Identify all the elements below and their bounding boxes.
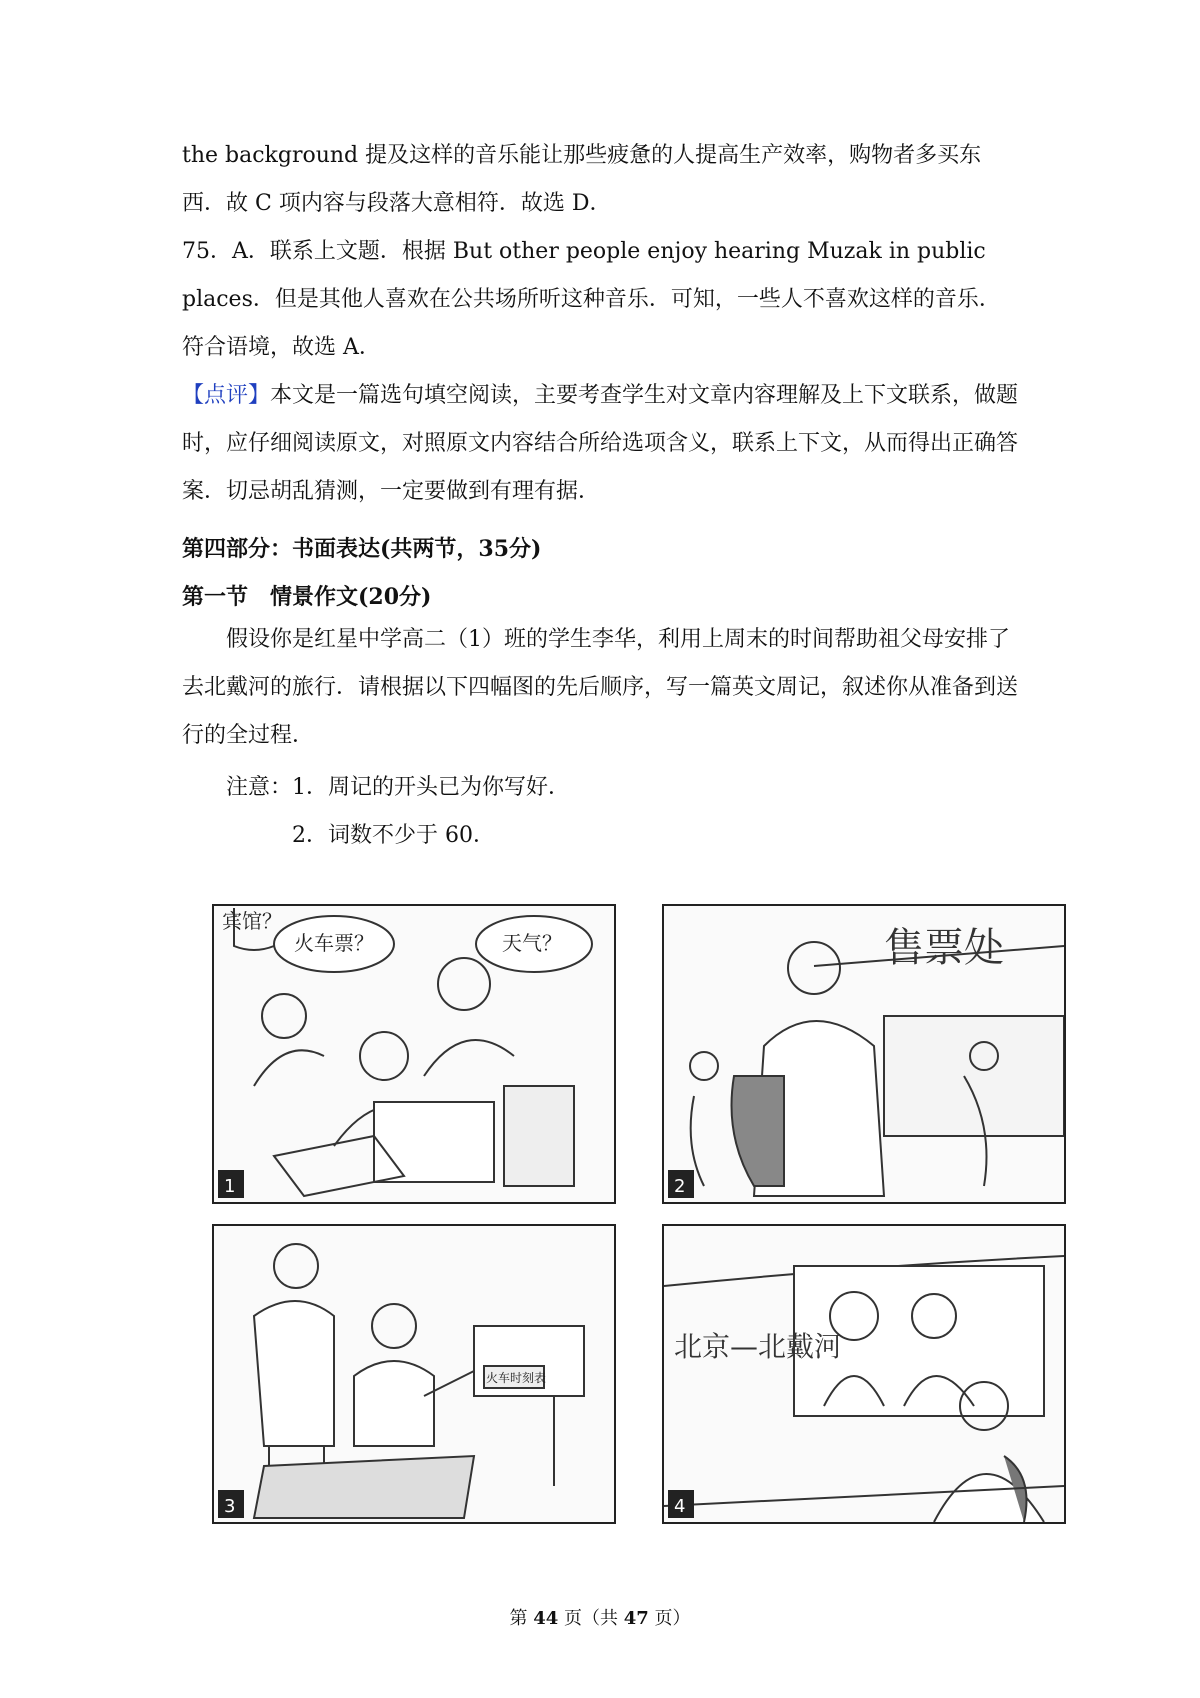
timetable-label: 火车时刻表 [486,1371,547,1385]
page-footer [0,1604,1200,1630]
review-paragraph [182,372,1022,516]
review-tag: 【点评】 [182,383,271,408]
panel-number: 1 [224,1176,236,1197]
bubble-ticket: 火车票？ [294,931,374,955]
panel-number: 2 [674,1176,686,1197]
answer-text-block [182,132,1022,516]
comic-panel-1 [212,904,616,1204]
comic-panel-4 [662,1224,1066,1524]
ticket-office-sign: 售票处 [884,925,1004,971]
footer-mid: 页（共 [558,1608,624,1629]
part-title: 第四部分：书面表达(共两节，35分) [182,536,542,562]
footer-page-number: 44 [533,1608,559,1629]
train-destination: 北京—北戴河 [674,1330,843,1363]
text-line: 西．故 C 项内容与段落大意相符．故选 D． [182,191,612,216]
panel-number: 3 [224,1496,236,1517]
footer-suffix: 页） [648,1608,691,1629]
section-title: 第一节 情景作文(20分) [182,584,432,610]
writing-prompt: 假设你是红星中学高二（1）班的学生李华，利用上周末的时间帮助祖父母安排了去北戴河的旅行．请根据以下四幅图的先后顺序，写一篇英文周记，叙述你从准备到送行的全过程． [182,627,1019,748]
answer-75: 75．A．联系上文题．根据 But other people enjoy hearing Muzak in public places．但是其他人喜欢在公共场所听这种音乐．可知，一些人不喜欢这样的音乐．符合语境，故选 A． [182,239,1001,360]
comic-panel-2 [662,904,1066,1204]
review-text: 本文是一篇选句填空阅读，主要考查学生对文章内容理解及上下文联系，做题时，应仔细阅读原文，对照原文内容结合所给选项含义，联系上下文，从而得出正确答案．切忌胡乱猜测，一定要做到有理有据． [182,383,1019,504]
panel-number: 4 [674,1496,686,1517]
footer-prefix: 第 [509,1608,534,1629]
note-2: 2．词数不少于 60． [292,823,495,848]
bubble-weather: 天气？ [502,931,562,955]
comic-panel-3 [212,1224,616,1524]
footer-total-pages: 47 [623,1608,649,1629]
note-1: 注意：1．周记的开头已为你写好． [226,775,570,800]
bubble-hotel: 宾馆？ [222,909,282,933]
text-line: the background 提及这样的音乐能让那些疲惫的人提高生产效率，购物者多买东 [182,143,982,168]
